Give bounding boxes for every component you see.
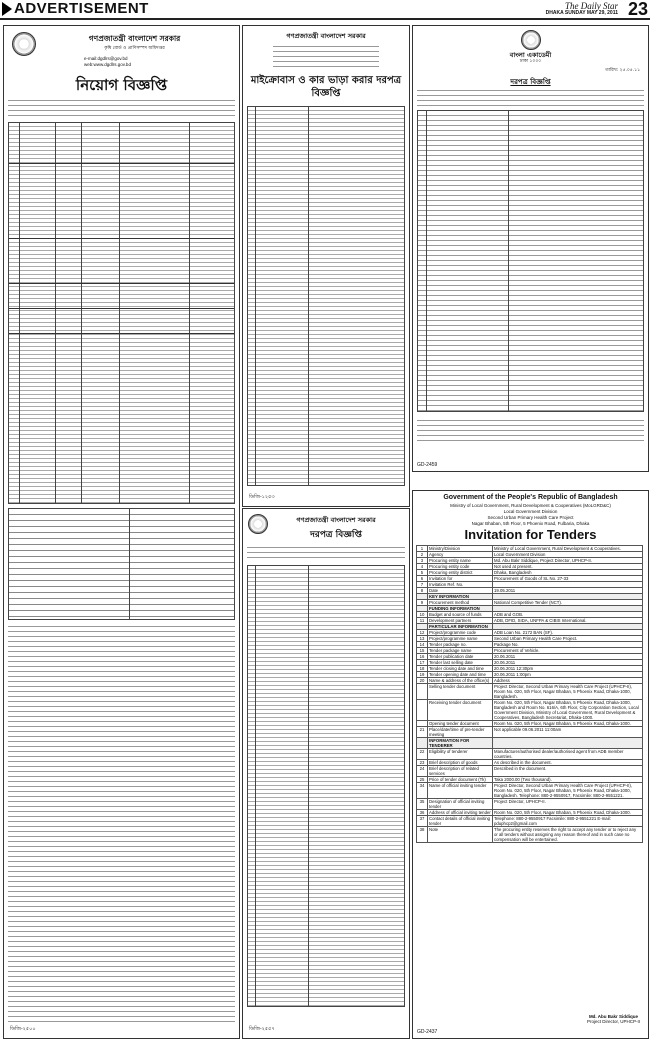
row-label: Invitation Ref. No.	[428, 582, 493, 588]
table-row	[417, 816, 643, 827]
row-number: 16	[417, 654, 428, 660]
row-label: Address of official inviting tender	[429, 810, 491, 815]
triangle-icon	[2, 2, 12, 16]
row-number: 4	[417, 564, 428, 570]
notice-title: দরপত্র বিজ্ঞপ্তি	[510, 78, 551, 86]
row-number	[417, 738, 428, 749]
row-value: 20.06.2011	[493, 660, 643, 666]
row-value: Ministry of Local Government, Rural Development & Cooperatives.	[493, 546, 643, 552]
row-label: Note	[428, 827, 493, 843]
row-number: 7	[417, 582, 428, 588]
table-row	[417, 738, 643, 749]
row-value: ADB and GOB.	[493, 612, 643, 618]
org-name: গণপ্রজাতন্ত্রী বাংলাদেশ সরকার	[286, 32, 366, 40]
issue-date: DHAKA SUNDAY MAY 29, 2011	[545, 10, 618, 16]
notice-date: তারিখ: ২৫.০৫.১১	[605, 68, 640, 73]
row-label: Date	[428, 588, 493, 594]
ad-code: ডিজি-২৫৫৭	[249, 1026, 275, 1032]
ad-recruitment	[3, 25, 240, 1039]
row-label: Development partners	[428, 618, 493, 624]
bangladesh-emblem-icon	[12, 32, 36, 56]
row-number: 22	[417, 749, 428, 760]
row-label: Tender publication date	[428, 654, 493, 660]
row-number: 14	[417, 642, 428, 648]
row-label: Procurement method	[428, 600, 493, 606]
row-number: 24	[417, 766, 428, 777]
row-value: Taka 2000.00 (Two thousand).	[493, 777, 643, 783]
row-value	[493, 738, 643, 749]
row-value: 19.05.2011	[493, 588, 643, 594]
table-row	[417, 546, 643, 552]
ad-code: GD-2437	[417, 1029, 438, 1035]
row-label: Opening tender document	[428, 721, 493, 727]
row-number: 25	[417, 777, 428, 783]
gov-name: Government of the People's Republic of Bangladesh	[443, 494, 618, 501]
row-label: Brief description of goods	[428, 760, 493, 766]
row-label: Procuring entity code	[428, 564, 493, 570]
row-number: 3	[417, 558, 428, 564]
row-label: Contact details of official inviting tender	[428, 816, 493, 827]
row-label: Place/date/time of pre-tender meeting	[428, 727, 493, 738]
row-value: Dhaka, Bangladesh	[493, 570, 643, 576]
website: web:www.dgdlrs.gov.bd	[84, 62, 131, 67]
row-label: Tender closing date and time	[428, 666, 493, 672]
org-name: বাংলা একাডেমী	[509, 51, 552, 59]
row-number: 18	[417, 666, 428, 672]
row-value: Manufacturer/authorised dealer/authorised agent from ADB member countries.	[493, 749, 643, 760]
ad-invitation-tenders	[412, 490, 649, 1039]
row-label: Tender package name	[428, 648, 493, 654]
tender-table	[247, 106, 405, 486]
table-row	[417, 783, 643, 799]
row-value: Project Director, Second Urban Primary Health Care Project (UPHCP-II), Room No. 020, 5th Floor, Nagar Bhaban, 5 Phoenix Road, Dhaka-1000, Bangladesh.	[493, 684, 643, 700]
row-label: Ministry/Division	[428, 546, 493, 552]
row-value: Project Director, UPHCP-II.	[493, 799, 643, 810]
ad-code: ডিজি-২৫০০	[10, 1026, 36, 1032]
row-value: Procurement of Vehicle.	[493, 648, 643, 654]
row-value: Address	[493, 678, 643, 684]
row-label: Receiving tender document	[428, 700, 493, 721]
row-label: Project/programme name	[428, 636, 493, 642]
row-number: 35	[417, 799, 428, 810]
row-value: Room No. 020, 5th Floor, Nagar Bhaban, 5 Phoenix Road, Dhaka-1000.	[493, 810, 643, 816]
section-title: ADVERTISEMENT	[14, 0, 149, 17]
row-label: PARTICULAR INFORMATION	[428, 624, 493, 630]
table-row	[417, 727, 643, 738]
row-label: Budget and source of funds	[428, 612, 493, 618]
row-number: 8	[417, 588, 428, 594]
row-label: Price of tender document (Tk)	[428, 777, 493, 783]
note-text	[417, 416, 644, 442]
row-number: 2	[417, 552, 428, 558]
academy-logo-icon	[521, 30, 541, 50]
address-text	[273, 42, 379, 70]
row-value: Described in the document.	[493, 766, 643, 777]
division: Local Government Division	[503, 509, 558, 514]
ad-bangla-academy	[412, 25, 649, 472]
project: Second Urban Primary Health Care Project	[487, 515, 574, 520]
row-number: 9	[417, 600, 428, 606]
row-value: National Competitive Tender (NCT).	[493, 600, 643, 606]
tender-table	[416, 545, 643, 843]
row-label: Invitation for	[428, 576, 493, 582]
row-value: Not used at present.	[493, 564, 643, 570]
table-row	[417, 749, 643, 760]
row-label: Tender package no.	[428, 642, 493, 648]
row-number: 12	[417, 630, 428, 636]
terms-text	[8, 622, 235, 1022]
row-number: 38	[417, 827, 428, 843]
row-value: Second Urban Primary Health Care Project.	[493, 636, 643, 642]
tender-table	[247, 565, 405, 1007]
ministry: Ministry of Local Government, Rural Development & Cooperatives (MoLGRD&C)	[450, 503, 611, 508]
table-row	[417, 799, 643, 810]
org-name: গণপ্রজাতন্ত্রী বাংলাদেশ সরকার	[88, 34, 181, 43]
org-city: ঢাকা ১০০০	[519, 59, 542, 64]
row-value: ADB, DFID, SIDA, UNFPA & CIBIS International.	[493, 618, 643, 624]
row-number: 19	[417, 672, 428, 678]
row-value: Procurement of Goods of SL No. 27-33	[493, 576, 643, 582]
table-row	[417, 684, 643, 700]
row-number: 20	[417, 678, 428, 684]
ad-code: GD-2459	[417, 462, 438, 468]
signature	[587, 1014, 640, 1024]
row-number: 21	[417, 727, 428, 738]
row-number	[417, 700, 428, 721]
row-value: Room No. 020, 5th Floor, Nagar Bhaban, 5 Phoenix Road, Dhaka-1000, Bangladesh and Room No. 616/A, 6th Floor, City Corporation Section, Local Government Division, Ministry of Local Government, Rural Development & Cooperatives, Bangladesh Secretariat, Dhaka-1000.	[493, 700, 643, 721]
signatory-name: Md. Abu Bakr Siddique	[588, 1014, 639, 1019]
row-value: Project Director, Second Urban Primary Health Care Project (UPHCP-II), Room No. 020, 5th Floor, Nagar Bhaban, 5 Phoenix Road, Dhaka-1000, Bangladesh. Telephone: 880-2-9550917, Facsimile: 880-2-9551221.	[493, 783, 643, 799]
org-sub: কৃষি বোর্ড ও প্রাণিসম্পদ অধিদপ্তর	[104, 46, 165, 51]
signatory-role: Project Director, UPHCP-II	[586, 1019, 640, 1024]
table-row	[417, 721, 643, 727]
row-value: 20.06.2011 1:00pm	[493, 672, 643, 678]
row-label: KEY INFORMATION	[428, 594, 493, 600]
row-number: 1	[417, 546, 428, 552]
ad-tender-police	[242, 508, 410, 1039]
row-number	[417, 684, 428, 700]
row-value: Not applicable 09.06.2011 11:00am	[493, 727, 643, 738]
row-value: ADB Loan No. 2172 BAN (SF).	[493, 630, 643, 636]
newspaper-name: The Daily Star	[565, 1, 618, 11]
row-label: Selling tender document	[428, 684, 493, 700]
table-row	[417, 827, 643, 843]
row-label: Agency	[428, 552, 493, 558]
row-number: 5	[417, 570, 428, 576]
org-name: গণপ্রজাতন্ত্রী বাংলাদেশ সরকার	[296, 516, 376, 524]
intro-text	[247, 543, 405, 561]
row-number: 11	[417, 618, 428, 624]
notice-title: Invitation for Tenders	[464, 527, 597, 542]
table-row	[417, 810, 643, 816]
row-value: Md. Abu Bakr Siddique, Project Director, UPHCP-II.	[493, 558, 643, 564]
post-table	[8, 122, 235, 504]
row-value: The procuring entity reserves the right to accept any tender or to reject any or all tenders without assigning any reason thereof and in such case no compensation will be entertained.	[493, 827, 643, 843]
row-number: 37	[417, 816, 428, 827]
table-row	[417, 700, 643, 721]
page-number: 23	[627, 0, 648, 19]
email: e-mail:dgdlrs@gov.bd	[84, 56, 128, 61]
row-label: Procuring entity name	[428, 558, 493, 564]
intro-text	[417, 86, 644, 106]
tender-table	[417, 110, 644, 412]
notice-title: নিয়োগ বিজ্ঞপ্তি	[75, 76, 168, 94]
page-header	[0, 0, 650, 20]
row-value: Telephone: 880-2-9550917 Facsimile: 880-2-9551221 E-mail: pduphcp2@gmail.com	[493, 816, 643, 827]
row-value: Local Government Division	[493, 552, 643, 558]
application-form	[8, 508, 235, 620]
row-number: 6	[417, 576, 428, 582]
row-label: Tender opening date and time	[428, 672, 493, 678]
ad-vehicle-rental	[242, 25, 410, 507]
row-value: Package No.	[493, 642, 643, 648]
row-number: 17	[417, 660, 428, 666]
row-label: Designation of official inviting tender	[428, 799, 493, 810]
row-label: Project/programme code	[428, 630, 493, 636]
address: Nagar Bhaban, 5th Floor, 5 Phoenix Road, Fulbaria, Dhaka	[471, 521, 590, 526]
row-number: 36	[417, 810, 428, 816]
intro-text	[8, 96, 235, 118]
row-label: Eligibility of tenderer	[428, 749, 493, 760]
row-label: Procuring entity district	[428, 570, 493, 576]
row-label: Tender last selling date	[428, 660, 493, 666]
row-number: 10	[417, 612, 428, 618]
row-value: 20.06.2011	[493, 654, 643, 660]
row-label: Name of official inviting tender	[428, 783, 493, 799]
table-row	[417, 766, 643, 777]
row-value: As described in the document.	[493, 760, 643, 766]
row-label: Brief description of related services	[428, 766, 493, 777]
row-value: Room No. 020, 5th Floor, Nagar Bhaban, 5 Phoenix Road, Dhaka-1000.	[493, 721, 643, 727]
row-number: 34	[417, 783, 428, 799]
row-label: INFORMATION FOR TENDERER	[428, 738, 493, 749]
row-label: Name & address of the office(s)	[428, 678, 493, 684]
row-number: 13	[417, 636, 428, 642]
row-label: FUNDING INFORMATION	[428, 606, 493, 612]
ad-code: ডিজি-১২৫৩	[249, 494, 275, 500]
notice-title: দরপত্র বিজ্ঞপ্তি	[310, 530, 362, 540]
row-number: 15	[417, 648, 428, 654]
row-number: 23	[417, 760, 428, 766]
row-value: 20.06.2011 12:30pm	[493, 666, 643, 672]
notice-title: মাইক্রোবাস ও কার ভাড়া করার দরপত্র বিজ্ঞপ্তি	[250, 75, 402, 99]
